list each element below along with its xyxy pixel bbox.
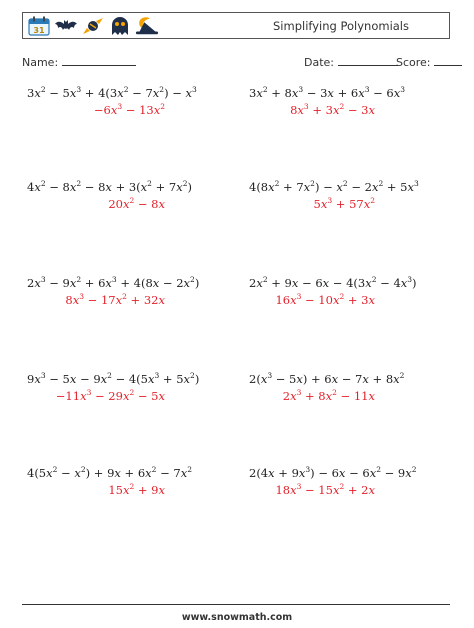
header-icons [27, 15, 159, 37]
footer-divider [22, 604, 450, 605]
problem-item [249, 85, 406, 117]
problem-answer: $20x^2 - 8x$ [108, 196, 165, 211]
calendar-day: 31 [33, 26, 45, 35]
problem-question: $2(4x + 9x^3) - 6x - 6x^2 - 9x^2$ [249, 465, 417, 480]
problem-answer: $5x^3 + 57x^2$ [313, 196, 375, 211]
problem-item [249, 179, 419, 211]
problem-item [27, 275, 200, 307]
name-label: Name: [22, 56, 59, 69]
problem-answer: $8x^3 - 17x^2 + 32x$ [65, 292, 165, 307]
bat-icon [54, 15, 78, 37]
problem-answer: $-6x^3 - 13x^2$ [93, 102, 165, 117]
problem-item [27, 371, 200, 403]
problem-question: $2x^3 - 9x^2 + 6x^3 + 4(8x - 2x^2)$ [27, 275, 200, 290]
problem-answer: $2x^3 + 8x^2 - 11x$ [282, 388, 375, 403]
worksheet-title: Simplifying Polynomials [273, 19, 409, 33]
problem-answer: $15x^2 + 9x$ [108, 482, 165, 497]
name-field [22, 55, 136, 69]
problem-question: $2x^2 + 9x - 6x - 4(3x^2 - 4x^3)$ [249, 275, 417, 290]
problem-question: $4(8x^2 + 7x^2) - x^2 - 2x^2 + 5x^3$ [249, 179, 419, 194]
problem-item [27, 85, 197, 117]
date-label: Date: [304, 56, 334, 69]
footer-site: www.snowmath.com [181, 612, 293, 623]
calendar-icon [27, 15, 51, 37]
problem-question: $4(5x^2 - x^2) + 9x + 6x^2 - 7x^2$ [27, 465, 192, 480]
moon-hat-icon [135, 15, 159, 37]
problem-question: $9x^3 - 5x - 9x^2 - 4(5x^3 + 5x^2)$ [27, 371, 200, 386]
problem-question: $2(x^3 - 5x) + 6x - 7x + 8x^2$ [249, 371, 405, 386]
problem-item [27, 179, 192, 211]
date-blank [338, 55, 398, 66]
score-blank [434, 55, 462, 66]
problem-answer: $8x^3 + 3x^2 - 3x$ [290, 102, 375, 117]
problem-answer: $18x^3 - 15x^2 + 2x$ [275, 482, 375, 497]
score-field [396, 55, 462, 69]
candy-icon [81, 15, 105, 37]
worksheet-header [22, 12, 450, 39]
ghost-icon [108, 15, 132, 37]
problem-item [249, 275, 417, 307]
problem-answer: $-11x^3 - 29x^2 - 5x$ [55, 388, 165, 403]
score-label: Score: [396, 56, 431, 69]
problem-answer: $16x^3 - 10x^2 + 3x$ [275, 292, 375, 307]
problem-question: $4x^2 - 8x^2 - 8x + 3(x^2 + 7x^2)$ [27, 179, 192, 194]
problem-question: $3x^2 - 5x^3 + 4(3x^2 - 7x^2) - x^3$ [27, 85, 197, 100]
problem-question: $3x^2 + 8x^3 - 3x + 6x^3 - 6x^3$ [249, 85, 406, 100]
problem-item [249, 465, 417, 497]
name-blank [62, 55, 136, 66]
date-field [304, 55, 398, 69]
problem-item [27, 465, 192, 497]
problem-item [249, 371, 405, 403]
